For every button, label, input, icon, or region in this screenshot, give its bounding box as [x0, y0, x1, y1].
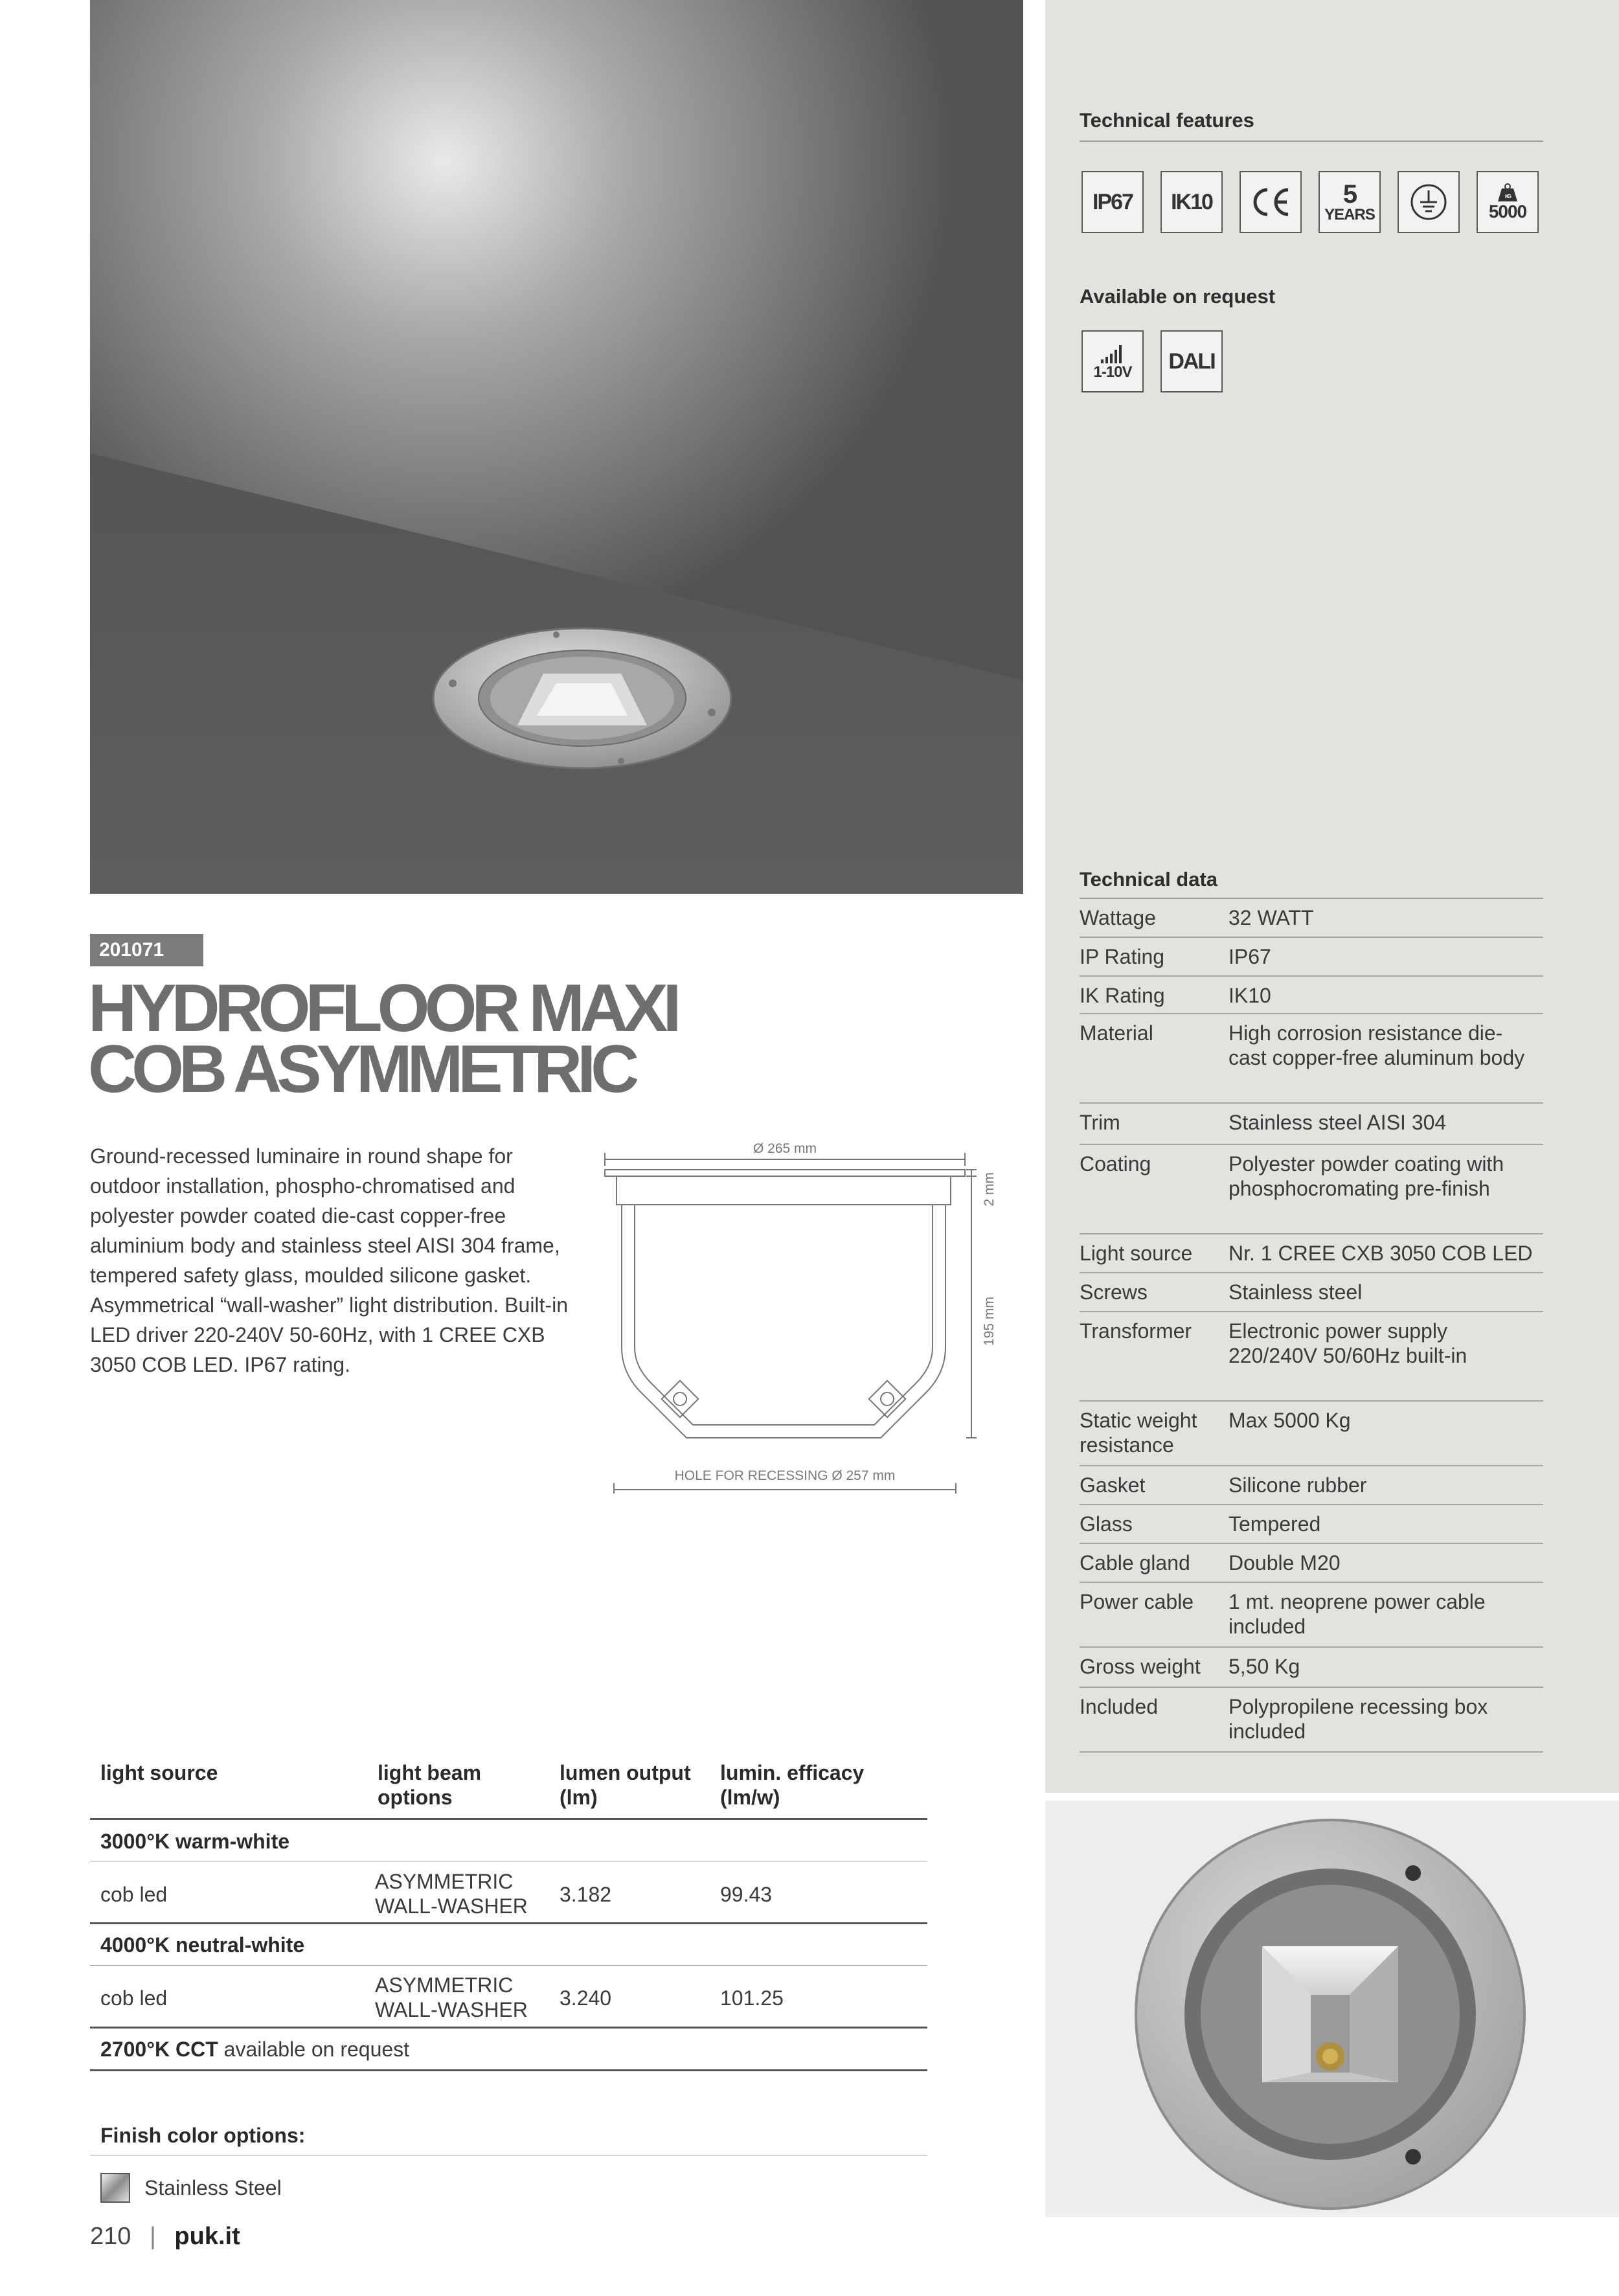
- height-label: 195 mm: [982, 1297, 997, 1346]
- table-row: cob led ASYMMETRIC WALL-WASHER 3.182 99.43: [100, 1870, 773, 1918]
- product-top-view-photo: [1045, 1801, 1619, 2217]
- table-row: Cable gland Double M20: [1080, 1544, 1543, 1583]
- hero-product-photo: [90, 0, 1023, 894]
- technical-drawing: [596, 1133, 997, 1496]
- table-row: Glass Tempered: [1080, 1505, 1543, 1544]
- weight-5000-icon: KG 5000: [1477, 171, 1539, 233]
- technical-data-title: Technical data: [1080, 868, 1218, 891]
- table-row: Power cable 1 mt. neoprene power cable included: [1080, 1583, 1543, 1648]
- table-row: Included Polypropilene recessing box included: [1080, 1688, 1543, 1753]
- earth-ground-icon: [1398, 171, 1460, 233]
- warranty-5-years-icon: 5 YEARS: [1319, 171, 1381, 233]
- site-link[interactable]: puk.it: [174, 2223, 240, 2250]
- table-row: Material High corrosion resistance die-cast copper-free aluminum body: [1080, 1014, 1543, 1104]
- table-row: Gross weight 5,50 Kg: [1080, 1648, 1543, 1688]
- page-number: 210: [90, 2223, 131, 2250]
- stainless-steel-swatch: [100, 2173, 130, 2203]
- divider: [90, 1818, 927, 1820]
- dimming-1-10v-icon: 1-10V: [1081, 330, 1144, 392]
- table-row: cob led ASYMMETRIC WALL-WASHER 3.240 101.25: [100, 1973, 784, 2021]
- table-row: Gasket Silicone rubber: [1080, 1466, 1543, 1505]
- dali-icon: DALI: [1160, 330, 1223, 392]
- hole-label: HOLE FOR RECESSING Ø 257 mm: [674, 1468, 896, 1483]
- ip67-icon: IP67: [1081, 171, 1144, 233]
- divider: [1080, 141, 1543, 142]
- product-code-badge: 201071: [90, 934, 203, 966]
- table-row: Static weight resistance Max 5000 Kg: [1080, 1402, 1543, 1466]
- ce-mark-icon: [1240, 171, 1302, 233]
- table-header: light source light beam options lumen output (lm) lumin. efficacy (lm/w): [100, 1761, 865, 1809]
- page-footer: 210 | puk.it: [90, 2223, 240, 2250]
- page-title: HYDROFLOOR MAXI COB ASYMMETRIC: [88, 971, 677, 1107]
- table-row: Screws Stainless steel: [1080, 1273, 1543, 1312]
- thickness-label: 2 mm: [982, 1172, 997, 1207]
- product-description: Ground-recessed luminaire in round shape for outdoor installation, phospho-chromatised and polyester powder coated die-cast copper-free aluminium body and stainless steel AISI 304 frame, tempered safety glass, moulded silicone gasket. Asymmetrical “wall-washer” light distribution. Built-in LED driver 220-240V 50-60Hz, with 1 CREE CXB 3050 COB LED. IP67 rating.: [90, 1144, 568, 1376]
- table-row: Transformer Electronic power supply 220/240V 50/60Hz built-in: [1080, 1312, 1543, 1402]
- divider: [90, 2027, 927, 2029]
- divider: [90, 1922, 927, 1924]
- ik10-icon: IK10: [1160, 171, 1223, 233]
- table-row: Light source Nr. 1 CREE CXB 3050 COB LED: [1080, 1234, 1543, 1273]
- table-row: Coating Polyester powder coating with phosphocromating pre-finish: [1080, 1145, 1543, 1234]
- divider: [90, 2069, 927, 2071]
- available-on-request-title: Available on request: [1080, 285, 1276, 308]
- table-row: Wattage 32 WATT: [1080, 899, 1543, 938]
- technical-features-title: Technical features: [1080, 109, 1254, 131]
- diameter-label: Ø 265 mm: [753, 1141, 817, 1156]
- table-row: IK Rating IK10: [1080, 977, 1543, 1014]
- table-row: Trim Stainless steel AISI 304: [1080, 1104, 1543, 1145]
- table-row: IP Rating IP67: [1080, 938, 1543, 977]
- divider: [90, 1965, 927, 1966]
- svg-text:KG: KG: [1505, 194, 1510, 199]
